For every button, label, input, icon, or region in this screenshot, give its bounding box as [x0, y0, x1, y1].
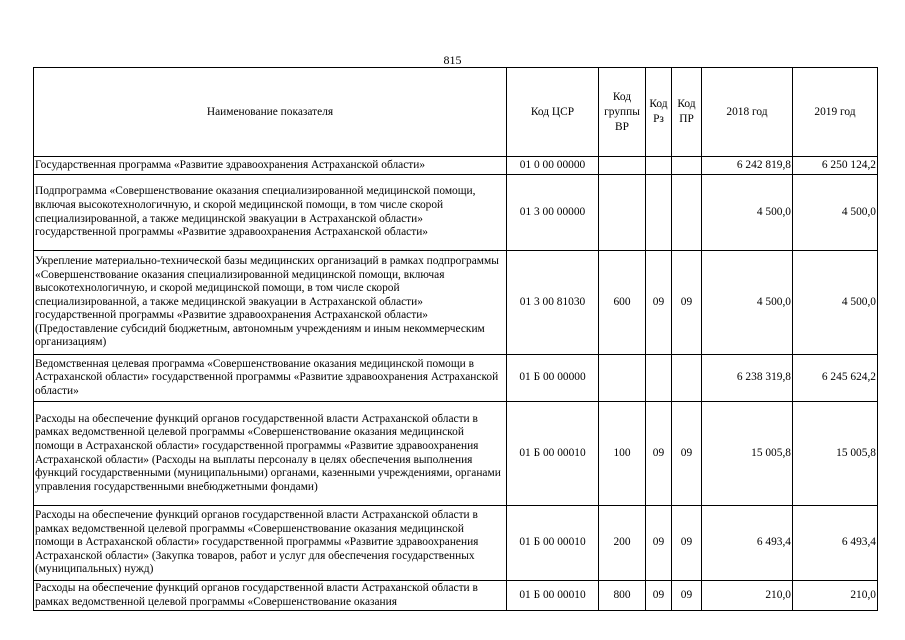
page-number: 815	[443, 53, 462, 67]
header-csr: Код ЦСР	[507, 68, 599, 157]
row-csr: 01 3 00 00000	[507, 175, 599, 251]
row-csr: 01 0 00 00000	[507, 157, 599, 175]
row-rz: 09	[646, 402, 672, 506]
row-rz	[646, 355, 672, 402]
row-name: Подпрограмма «Совершенствование оказания специализированной медицинской помощи, включая высокотехнологичную, и скорой медицинской помощи, в том числе скорой специализированной, а также медицинской эвакуации в Астраханской области» государственной программы «Развитие здравоохранения Астраханской области»	[34, 175, 507, 251]
row-csr: 01 Б 00 00010	[507, 402, 599, 506]
row-2019: 4 500,0	[793, 251, 878, 355]
row-name: Расходы на обеспечение функций органов государственной власти Астраханской области в рамках ведомственной целевой программы «Совершенствование оказания медицинской помощи в Астраханской области» государственной программы «Развитие здравоохранения Астраханской области» (Расходы на выплаты персоналу в целях обеспечения выполнения функций государственными (муниципальными) органами, казенными учреждениями, органами управления государственными внебюджетными фондами)	[34, 402, 507, 506]
row-pr: 09	[672, 506, 702, 581]
row-csr: 01 Б 00 00000	[507, 355, 599, 402]
row-pr: 09	[672, 581, 702, 611]
row-pr	[672, 175, 702, 251]
row-csr: 01 Б 00 00010	[507, 581, 599, 611]
row-rz	[646, 175, 672, 251]
table-row	[34, 355, 878, 402]
row-name: Расходы на обеспечение функций органов государственной власти Астраханской области в рамках ведомственной целевой программы «Совершенствование оказания	[34, 581, 507, 611]
header-pr: Код ПР	[672, 68, 702, 157]
row-csr: 01 Б 00 00010	[507, 506, 599, 581]
table-row	[34, 251, 878, 355]
row-2019: 6 493,4	[793, 506, 878, 581]
row-vr	[599, 355, 646, 402]
row-vr: 600	[599, 251, 646, 355]
row-csr: 01 3 00 81030	[507, 251, 599, 355]
table-row	[34, 402, 878, 506]
row-pr	[672, 355, 702, 402]
row-vr: 100	[599, 402, 646, 506]
header-2019: 2019 год	[793, 68, 878, 157]
row-name: Ведомственная целевая программа «Совершенствование оказания медицинской помощи в Астраханской области» государственной программы «Развитие здравоохранения Астраханской области»	[34, 355, 507, 402]
header-name: Наименование показателя	[34, 68, 507, 157]
row-vr: 800	[599, 581, 646, 611]
table-row	[34, 581, 878, 611]
row-rz: 09	[646, 506, 672, 581]
header-2018: 2018 год	[702, 68, 793, 157]
table-row	[34, 506, 878, 581]
row-2018: 6 238 319,8	[702, 355, 793, 402]
row-vr: 200	[599, 506, 646, 581]
row-pr	[672, 157, 702, 175]
row-2019: 6 250 124,2	[793, 157, 878, 175]
row-2018: 6 493,4	[702, 506, 793, 581]
table-row	[34, 175, 878, 251]
header-vr: Код группы ВР	[599, 68, 646, 157]
row-2018: 4 500,0	[702, 175, 793, 251]
row-2018: 15 005,8	[702, 402, 793, 506]
row-2019: 6 245 624,2	[793, 355, 878, 402]
row-rz: 09	[646, 251, 672, 355]
budget-table	[33, 67, 878, 611]
row-2019: 210,0	[793, 581, 878, 611]
row-2019: 15 005,8	[793, 402, 878, 506]
row-2018: 4 500,0	[702, 251, 793, 355]
header-rz: Код Рз	[646, 68, 672, 157]
row-name: Укрепление материально-технической базы медицинских организаций в рамках подпрограммы «Совершенствование оказания специализированной медицинской помощи, включая высокотехнологичную, и скорой медицинской помощи, в том числе скорой специализированной, а также медицинской эвакуации в Астраханской области» государственной программы «Развитие здравоохранения Астраханской области» (Предоставление субсидий бюджетным, автономным учреждениям и иным некоммерческим организациям)	[34, 251, 507, 355]
row-2019: 4 500,0	[793, 175, 878, 251]
row-name: Государственная программа «Развитие здравоохранения Астраханской области»	[34, 157, 507, 175]
row-vr	[599, 157, 646, 175]
row-vr	[599, 175, 646, 251]
row-pr: 09	[672, 251, 702, 355]
row-2018: 210,0	[702, 581, 793, 611]
row-2018: 6 242 819,8	[702, 157, 793, 175]
row-name: Расходы на обеспечение функций органов государственной власти Астраханской области в рамках ведомственной целевой программы «Совершенствование оказания медицинской помощи в Астраханской области» государственной программы «Развитие здравоохранения Астраханской области» (Закупка товаров, работ и услуг для обеспечения государственных (муниципальных) нужд)	[34, 506, 507, 581]
row-rz	[646, 157, 672, 175]
table-header-row	[34, 68, 878, 157]
row-pr: 09	[672, 402, 702, 506]
table-row	[34, 157, 878, 175]
row-rz: 09	[646, 581, 672, 611]
